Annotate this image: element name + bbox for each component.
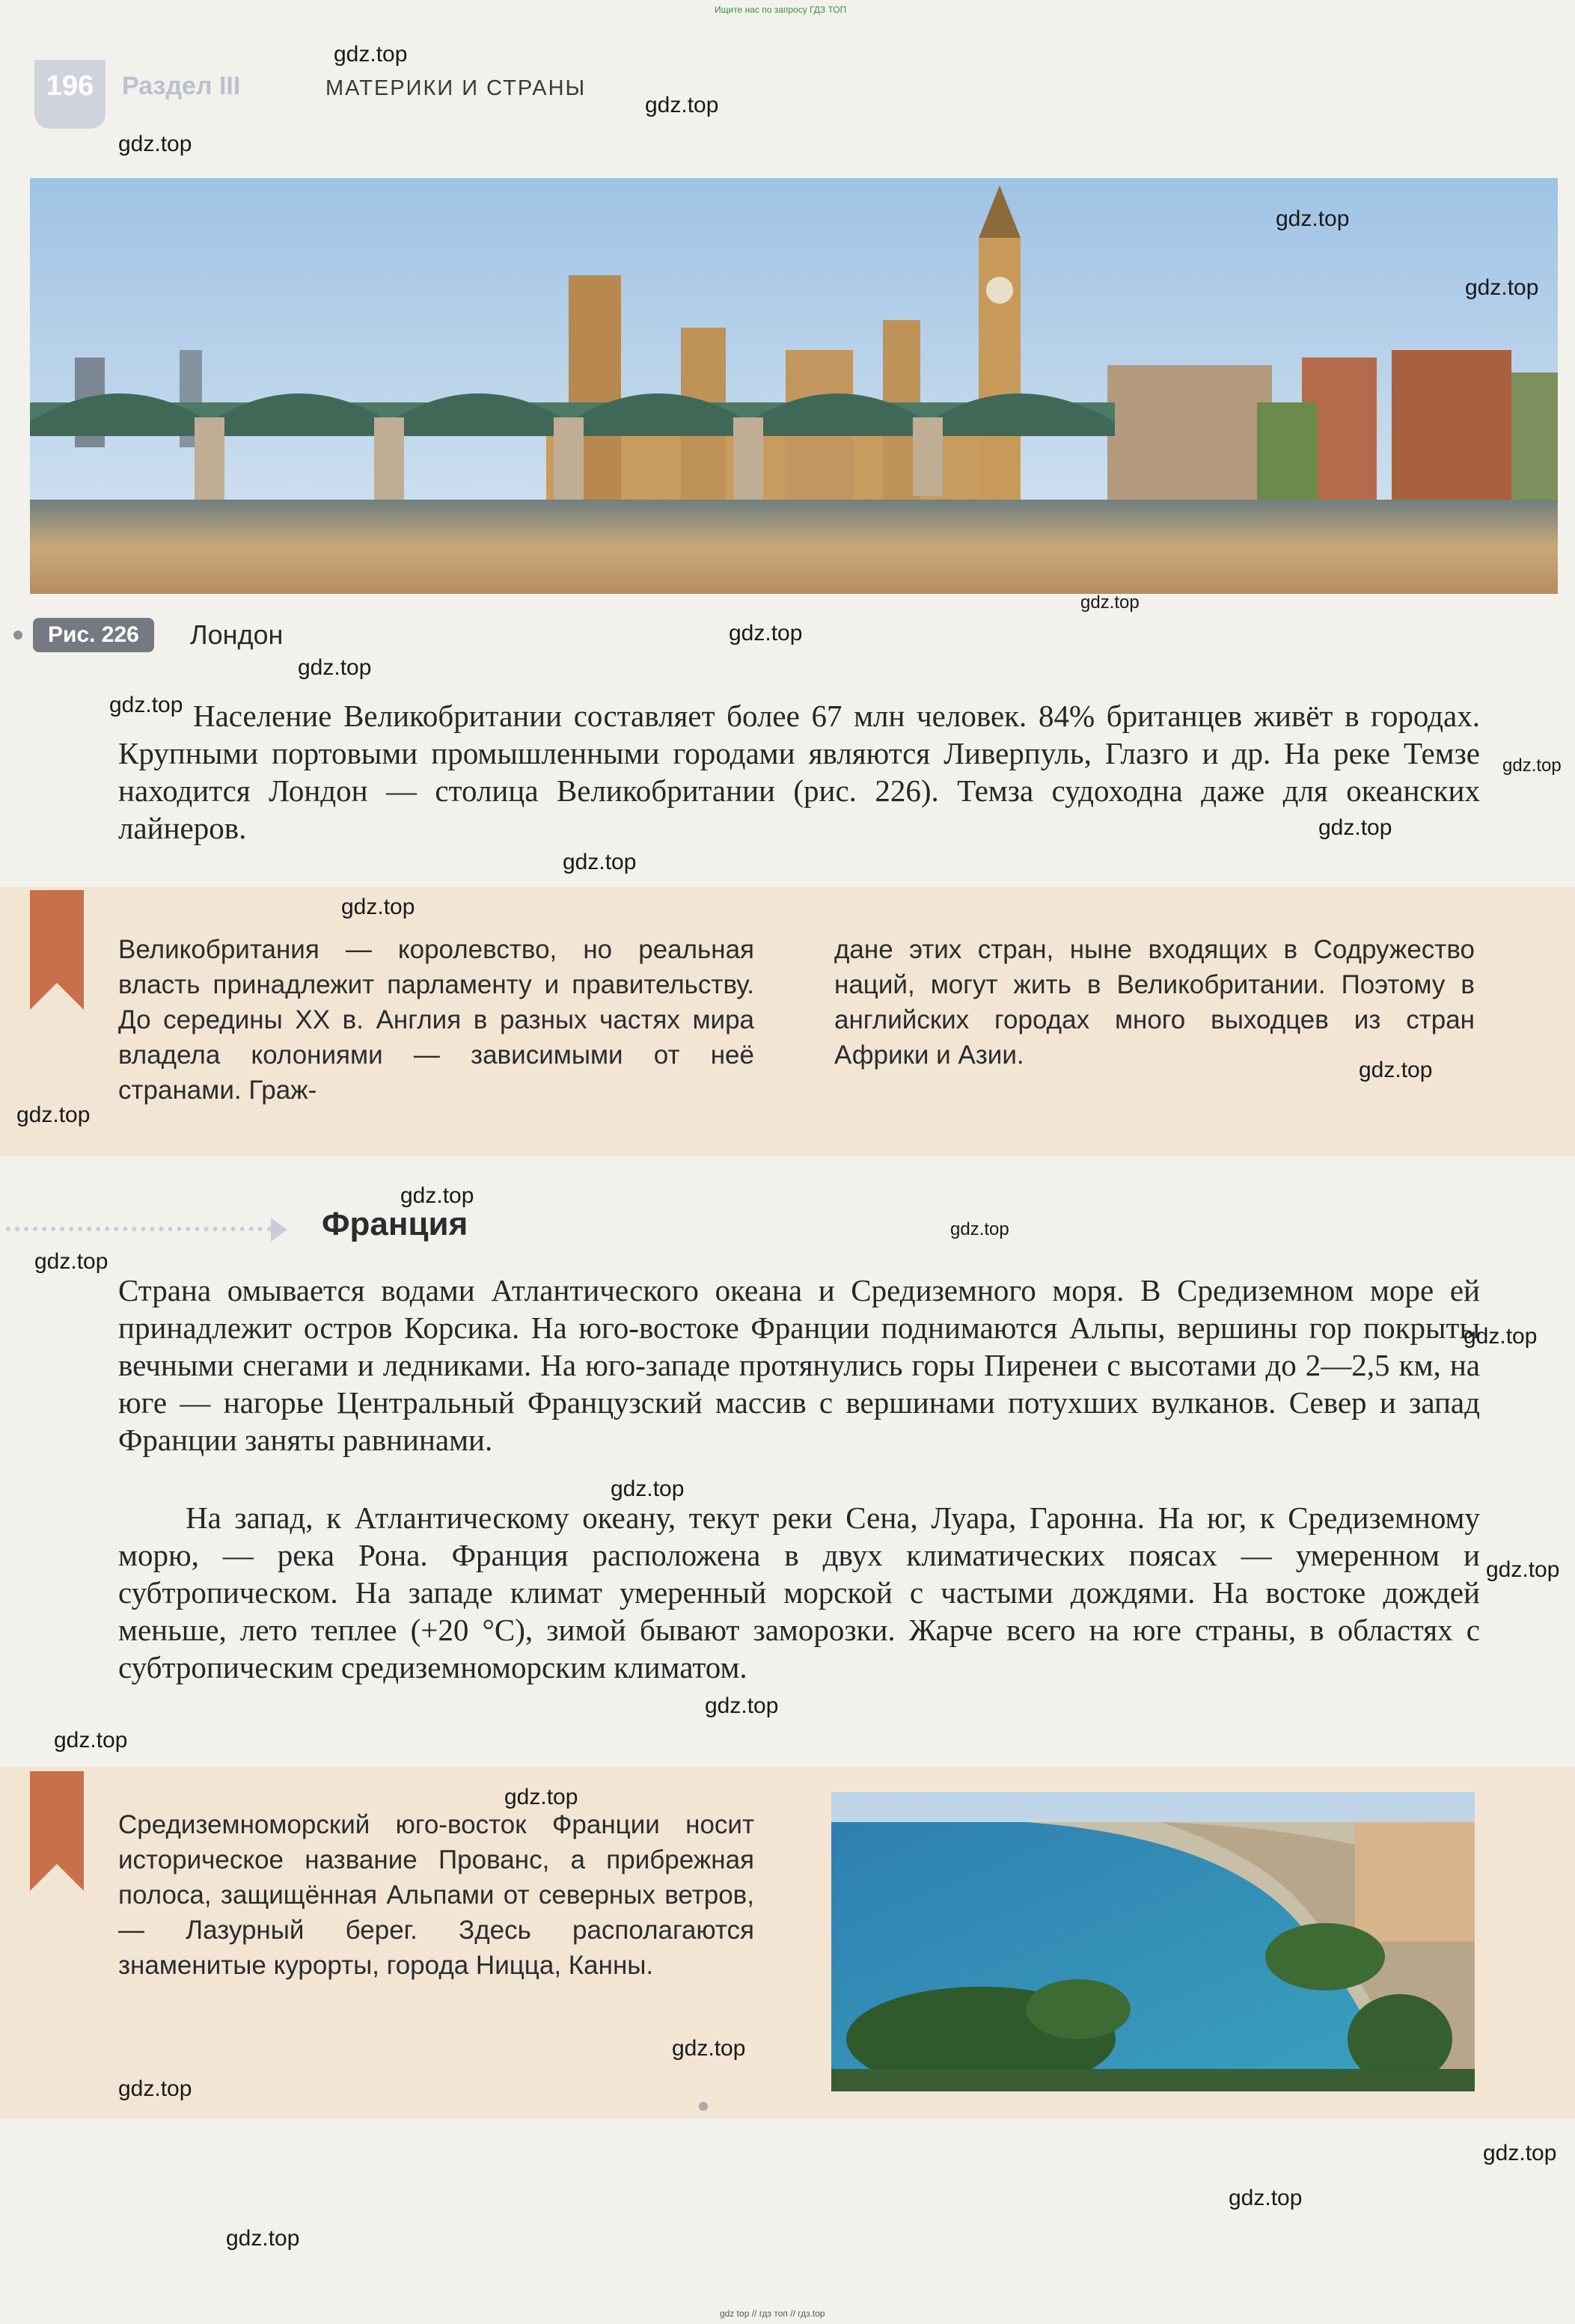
- watermark: gdz.top: [16, 1103, 91, 1127]
- watermark: gdz.top: [1486, 1557, 1560, 1582]
- chapter-title: МАТЕРИКИ И СТРАНЫ: [325, 76, 587, 100]
- watermark: gdz.top: [118, 132, 192, 156]
- watermark: gdz.top: [334, 42, 408, 67]
- watermark: gdz.top: [729, 621, 803, 646]
- heading-arrow-icon: [271, 1218, 287, 1242]
- page-number: 196: [34, 60, 105, 129]
- watermark: gdz.top: [1229, 2186, 1303, 2210]
- bullet-dot: [13, 631, 22, 640]
- watermark: gdz.top: [1080, 592, 1140, 613]
- uk-note-left: Великобритания — королевство, но реальная власть принадлежит парламенту и правительству. До середины XX в. Англия в разных частях мира владела колониями — зависимыми от неё странами. Граж-: [118, 935, 754, 1105]
- watermark: gdz.top: [118, 2076, 192, 2101]
- ribbon-icon: [30, 1771, 84, 1891]
- top-banner: Ищите нас по запросу ГДЗ ТОП: [715, 4, 847, 15]
- watermark: gdz.top: [611, 1477, 685, 1501]
- figure-caption: Лондон: [190, 619, 284, 650]
- watermark: gdz.top: [1276, 206, 1350, 231]
- watermark: gdz.top: [1483, 2141, 1557, 2165]
- watermark: gdz.top: [672, 2036, 746, 2061]
- watermark: gdz.top: [705, 1693, 779, 1718]
- watermark: gdz.top: [950, 1219, 1009, 1239]
- heading-divider: [6, 1227, 272, 1231]
- watermark: gdz.top: [54, 1728, 128, 1753]
- watermark: gdz.top: [1359, 1058, 1433, 1082]
- watermark: gdz.top: [1465, 275, 1539, 300]
- france-paragraph-2: На запад, к Атлантическому океану, текут реки Сена, Луара, Гаронна. На юг, к Средиземному морю, — река Рона. Франция расположена в двух климатических поясах — умеренном и субтропическом. На западе климат умеренный морской с частыми дождями. На востоке дождей меньше, лето теплее (+20 °С), зимой бывают заморозки. Жарче всего на юге страны, в областях с субтропическим средиземноморским климатом.: [118, 1500, 1480, 1684]
- watermark: gdz.top: [563, 850, 637, 874]
- watermark: gdz.top: [341, 895, 415, 919]
- ribbon-icon: [30, 890, 84, 1010]
- london-photo: [30, 178, 1558, 594]
- uk-note-right: дане этих стран, ныне входящих в Содружество наций, могут жить в Великобритании. Поэтому в английских городах много выходцев из стран Африки и Азии.: [834, 935, 1475, 1070]
- france-note: Средиземноморский юго-восток Франции носит историческое название Прованс, а прибрежная полоса, защищённая Альпами от северных ветров, — Лазурный берег. Здесь располагаются знаменитые курорты, города Ницца, Канны.: [118, 1810, 754, 1980]
- france-paragraph-1: Страна омывается водами Атлантического океана и Средиземного моря. В Средиземном море ей принадлежит остров Корсика. На юго-востоке Франции поднимаются Альпы, вершины гор покрыты вечными снегами и ледниками. На юго-западе протянулись горы Пиренеи с высотами до 2—2,5 км, на юге — нагорье Центральный Французский массив с вершинами потухших вулканов. Север и запад Франции заняты равнинами.: [118, 1273, 1480, 1457]
- nice-photo: [831, 1792, 1475, 2091]
- bottom-banner: gdz top // гдз топ // гдз.top: [720, 2308, 825, 2319]
- section-heading-france: Франция: [322, 1206, 468, 1242]
- bullet-dot: [699, 2102, 708, 2111]
- watermark: gdz.top: [645, 93, 719, 117]
- figure-label: Рис. 226: [33, 618, 154, 652]
- watermark: gdz.top: [1318, 815, 1392, 840]
- watermark: gdz.top: [298, 655, 372, 680]
- watermark: gdz.top: [1464, 1324, 1538, 1349]
- watermark: gdz.top: [1502, 755, 1562, 776]
- watermark: gdz.top: [109, 693, 183, 717]
- watermark: gdz.top: [400, 1183, 474, 1208]
- watermark: gdz.top: [34, 1249, 108, 1274]
- watermark: gdz.top: [226, 2226, 300, 2251]
- section-label: Раздел III: [122, 72, 241, 100]
- uk-paragraph: Население Великобритании составляет более 67 млн человек. 84% британцев живёт в городах. Крупными портовыми промышленными городами являются Ливерпуль, Глазго и др. На реке Темзе находится Лондон — столица Великобритании (рис. 226). Темза судоходна даже для океанских лайнеров.: [118, 699, 1480, 845]
- watermark: gdz.top: [504, 1785, 578, 1809]
